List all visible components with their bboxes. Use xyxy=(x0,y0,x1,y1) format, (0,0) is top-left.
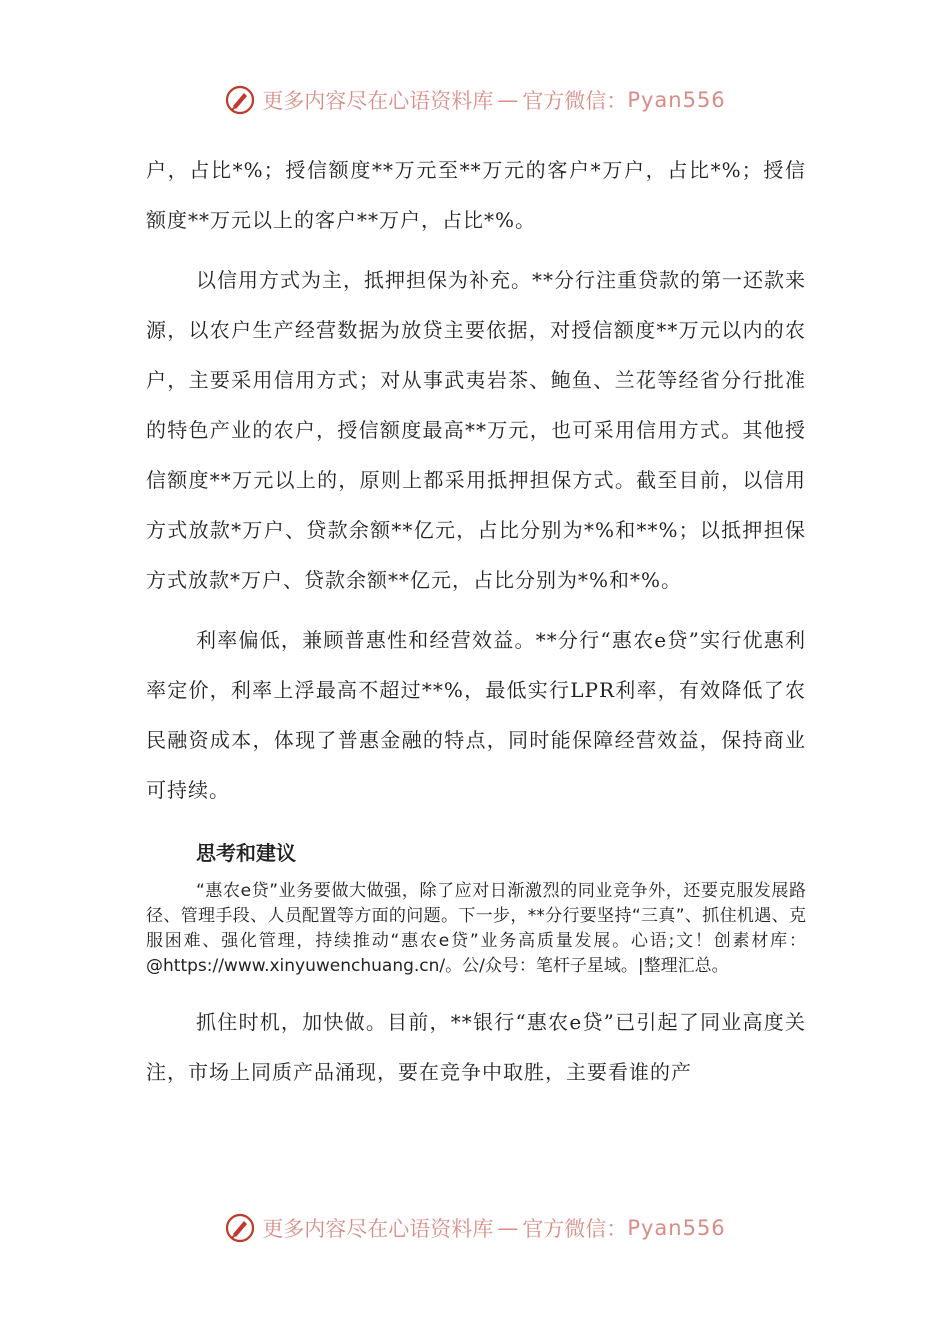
watermark-text: 更多内容尽在心语资料库 xyxy=(262,1217,494,1241)
watermark-text: 更多内容尽在心语资料库 xyxy=(262,89,494,113)
watermark-wechat-label: 官方微信： xyxy=(522,1217,628,1241)
header-watermark xyxy=(0,84,950,116)
watermark-wechat-id: Pyan556 xyxy=(627,1216,726,1240)
paragraph-1: 户，占比*%；授信额度**万元至**万元的客户*万户，占比*%；授信额度**万元以上的客户**万户，占比*%。 xyxy=(146,158,806,232)
footer-watermark xyxy=(0,1212,950,1244)
watermark-wechat-id: Pyan556 xyxy=(627,88,726,112)
watermark-separator: — xyxy=(497,88,519,112)
paragraph-4: “惠农e贷”业务要做大做强，除了应对日渐激烈的同业竞争外，还要克服发展路径、管理手段、人员配置等方面的问题。下一步，**分行要坚持“三真”、抓住机遇、克服困难、强化管理，持续推动“惠农e贷”业务高质量发展。心语;文！创素材库：@https://www.xinyuwenchuang.cn/。公/众号：笔杆子星域。|整理汇总。 xyxy=(146,881,806,976)
pen-nib-seal-icon xyxy=(224,1212,256,1244)
document-body xyxy=(146,145,806,1097)
watermark-separator: — xyxy=(497,1216,519,1240)
watermark-wechat-label: 官方微信： xyxy=(522,89,628,113)
paragraph-5: 抓住时机，加快做。目前，**银行“惠农e贷”已引起了同业高度关注，市场上同质产品涌现，要在竞争中取胜，主要看谁的产 xyxy=(146,1010,806,1084)
pen-nib-seal-icon xyxy=(224,84,256,116)
section-heading: 思考和建议 xyxy=(196,841,296,865)
paragraph-3: 利率偏低，兼顾普惠性和经营效益。**分行“惠农e贷”实行优惠利率定价，利率上浮最高不超过**%，最低实行LPR利率，有效降低了农民融资成本，体现了普惠金融的特点，同时能保障经营效益，保持商业可持续。 xyxy=(146,628,806,802)
paragraph-2: 以信用方式为主，抵押担保为补充。**分行注重贷款的第一还款来源，以农户生产经营数据为放贷主要依据，对授信额度**万元以内的农户，主要采用信用方式；对从事武夷岩茶、鲍鱼、兰花等经省分行批准的特色产业的农户，授信额度最高**万元，也可采用信用方式。其他授信额度**万元以上的，原则上都采用抵押担保方式。截至目前，以信用方式放款*万户、贷款余额**亿元，占比分别为*%和**%；以抵押担保方式放款*万户、贷款余额**亿元，占比分别为*%和*%。 xyxy=(146,268,806,592)
